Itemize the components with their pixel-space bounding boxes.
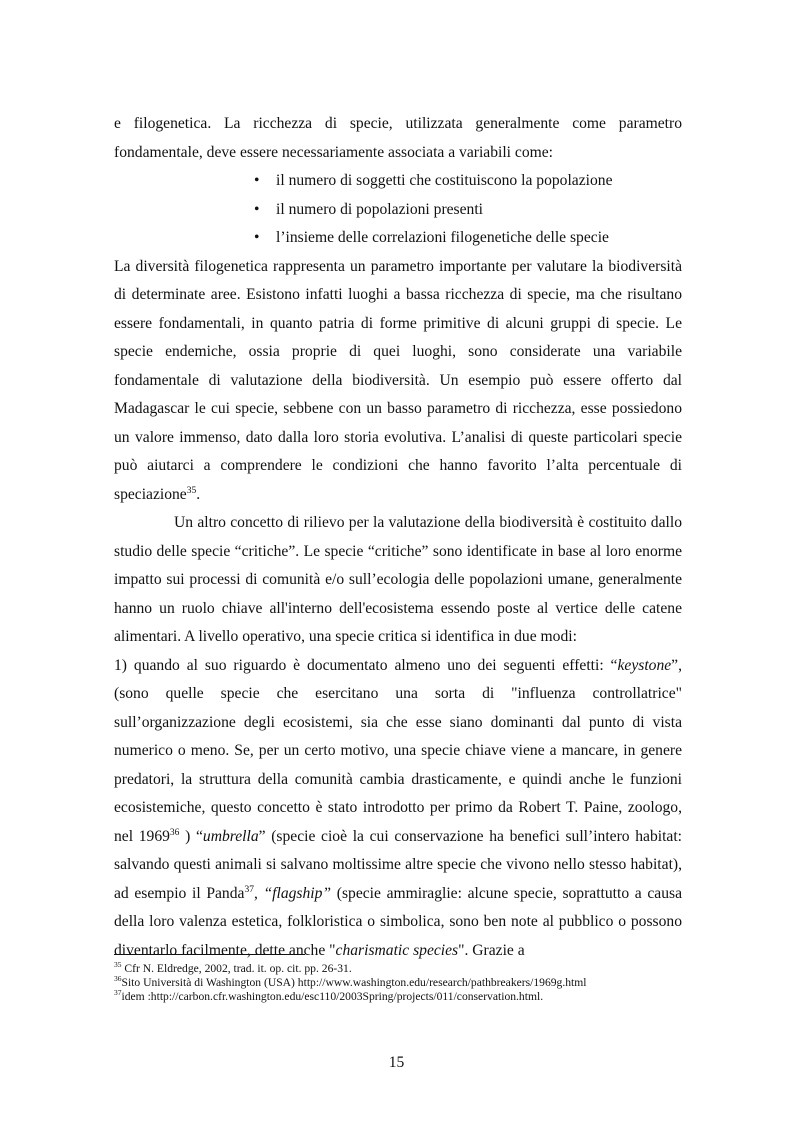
paragraph-2: La diversità filogenetica rappresenta un parametro importante per valutare la biodiversità di determinate aree. Esistono infatti luoghi a bassa ricchezza di specie, ma che risultano essere fondamentali, in quanto patria di forme primitive di alcuni gruppi di specie. Le specie endemiche, ossia proprie di quei luoghi, sono considerate una variabile fondamentale di valutazione della biodiversità. Un esempio può essere offerto dal Madagascar le cui specie, sebbene con un basso parametro di ricchezza, esse possiedono un valore immenso, dato dalla loro storia evolutiva. L’analisi di queste particolari specie può aiutarci a comprendere le condizioni che hanno favorito l’alta percentuale di speciazione$^{35}$. (114, 257, 682, 503)
bullet-list (114, 167, 682, 253)
page-body (114, 110, 682, 965)
footnote-ref: 37 (244, 884, 254, 895)
footnotes (114, 962, 714, 1005)
list-item: • il numero di soggetti che costituiscono la popolazione (254, 167, 682, 196)
footnote-ref: 35 (186, 485, 197, 496)
paragraph-1: e filogenetica. La ricchezza di specie, utilizzata generalmente come parametro fondamentale, deve essere necessariamente associata a variabili come: (114, 115, 682, 161)
footnote-divider (114, 954, 305, 955)
footnote: $^{35}$ Cfr N. Eldredge, 2002, trad. it. op. cit. pp. 26-31. (114, 960, 352, 975)
list-item: • il numero di popolazioni presenti (254, 196, 682, 225)
paragraph-3: Un altro concetto di rilievo per la valutazione della biodiversità è costituito dallo studio delle specie “critiche”. Le specie “critiche” sono identificate in base al loro enorme impatto sui processi di comunità e/o sull’ecologia delle popolazioni umane, generalmente hanno un ruolo chiave all'interno dell'ecosistema essendo poste al vertice delle catene alimentari. A livello operativo, una specie critica si identifica in due modi: (114, 514, 682, 645)
page-number: 15 (388, 1054, 405, 1071)
bullet-icon: • (254, 229, 260, 246)
list-item: • l’insieme delle correlazioni filogenetiche delle specie (254, 224, 682, 253)
paragraph-4: 1) quando al suo riguardo è documentato almeno uno dei seguenti effetti: “keystone”, (sono quelle specie che esercitano una sorta di "influenza controllatrice" sull’organizzazione degli ecosistemi, sia che esse siano dominanti dal punto di vista numerico o meno. Se, per un certo motivo, una specie chiave viene a mancare, in genere predatori, la struttura della comunità cambia drasticamente, e quindi anche le funzioni ecosistemiche, questo concetto è stato introdotto per primo da Robert T. Paine, zoologo, nel 1969$^{36}$ ) “umbrella” (specie cioè la cui conservazione ha benefici sull’intero habitat: salvando questi animali si salvano moltissime altre specie che vivono nello stesso habitat), ad esempio il Panda$^{37}$, “flagship” (specie ammiraglie: alcune specie, soprattutto a causa della loro valenza estetica, folkloristica o simbolica, sono ben note al pubblico o possono diventarlo facilmente, dette anche "charismatic species". Grazie a (114, 656, 683, 959)
bullet-icon: • (254, 172, 260, 189)
footnote: $^{36}$Sito Università di Washington (USA) http://www.washington.edu/research/pathbreakers/1969g.html (114, 974, 587, 990)
footnote-ref: 36 (169, 827, 180, 838)
bullet-icon: • (254, 200, 260, 218)
footnote: $^{37}$idem :http://carbon.cfr.washington.edu/esc110/2003Spring/projects/011/conservation.html. (114, 988, 544, 1004)
